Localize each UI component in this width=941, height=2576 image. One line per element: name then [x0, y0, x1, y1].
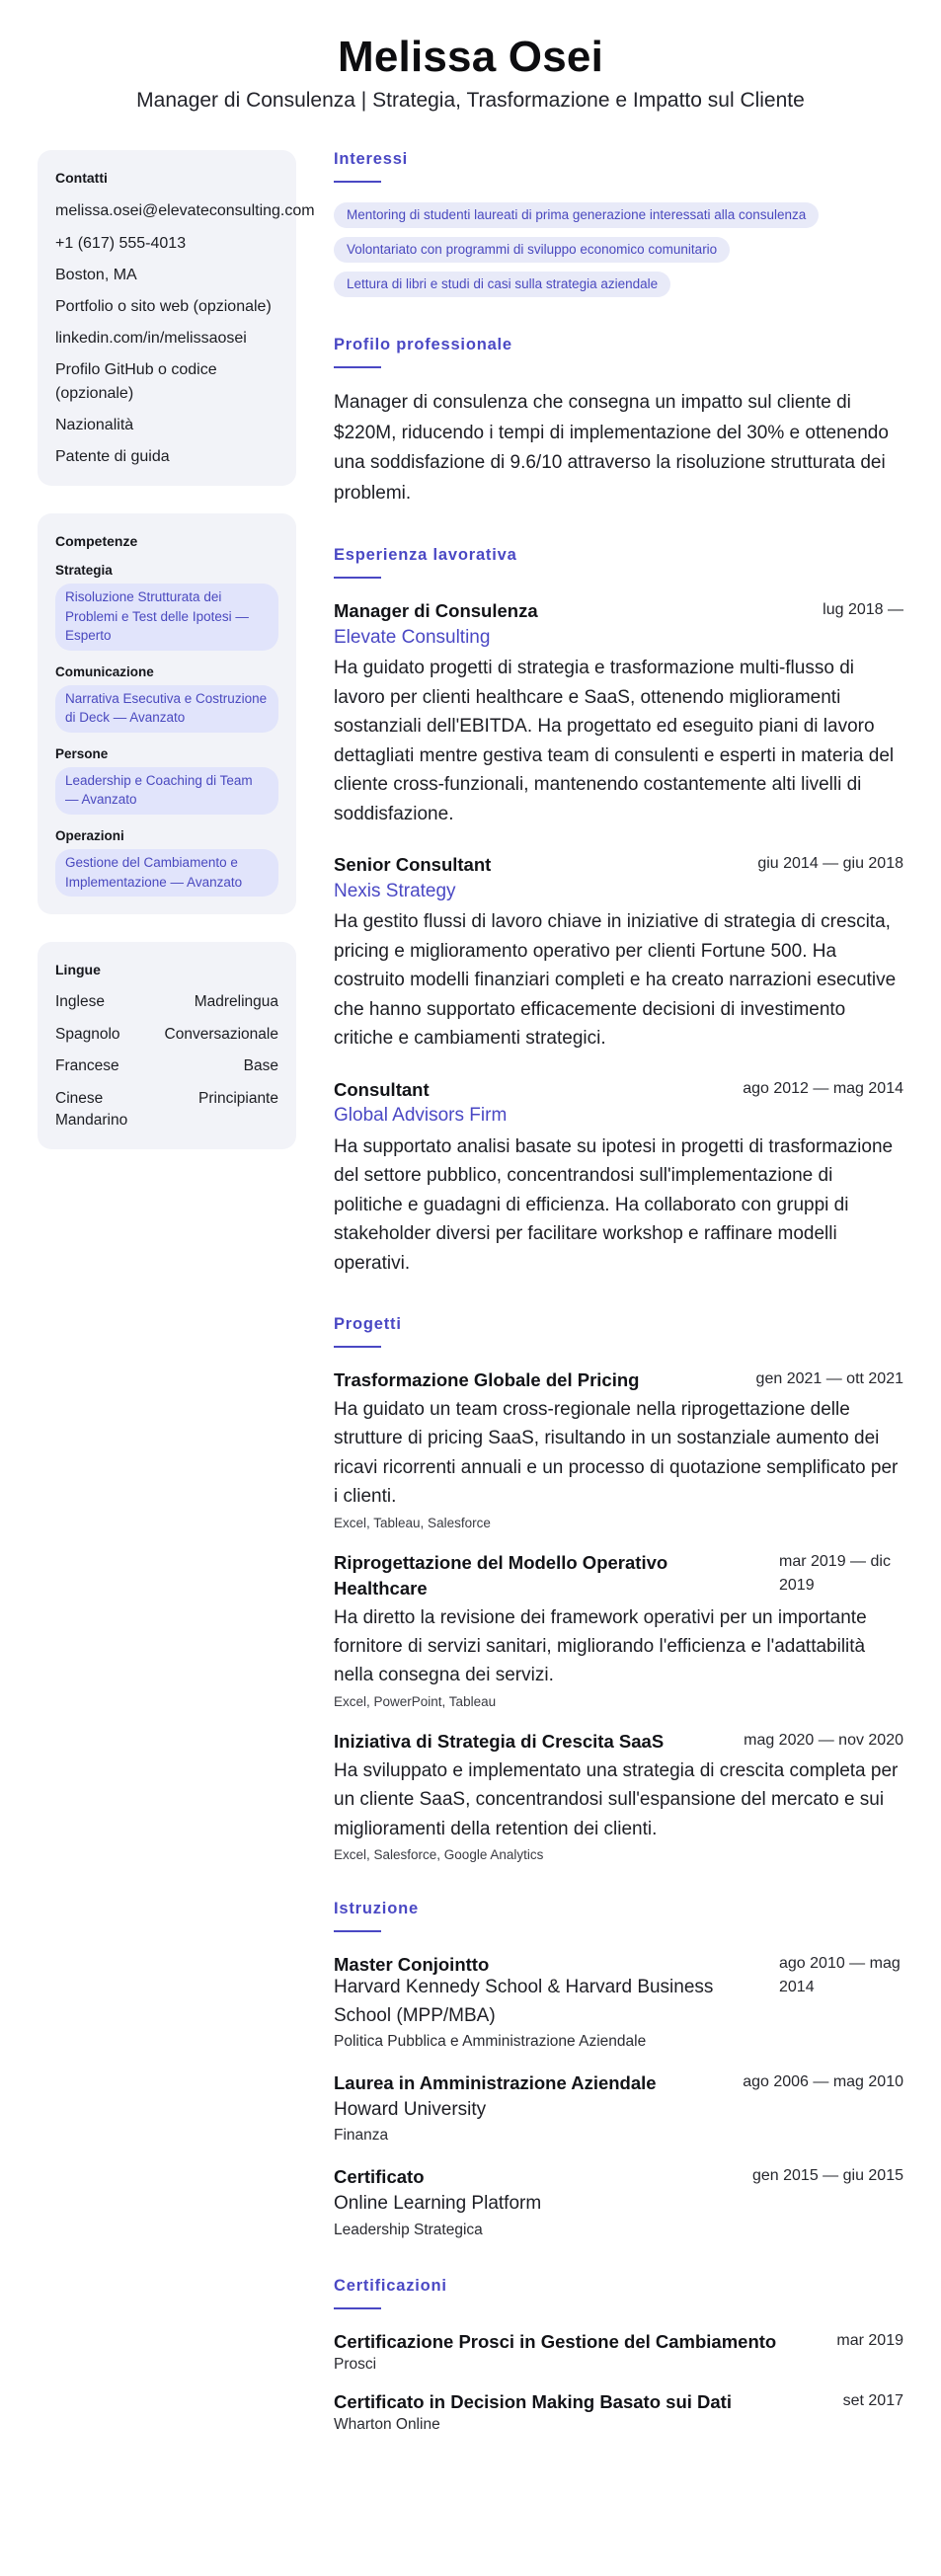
- skill-pill: Gestione del Cambiamento e Implementazione — Avanzato: [55, 849, 278, 897]
- company-name: Elevate Consulting: [334, 626, 491, 648]
- experience-entry: [334, 598, 903, 828]
- section-divider: [334, 577, 381, 579]
- education-dates: gen 2015 — giu 2015: [751, 2167, 903, 2185]
- projects-section: [334, 1315, 903, 1862]
- candidate-tagline: Manager di Consulenza | Strategia, Trasformazione e Impatto sul Cliente: [136, 89, 805, 113]
- contacts-card: [38, 150, 315, 486]
- profile-summary: Manager di consulenza che consegna un impatto sul cliente di $220M, riducendo i tempi di implementazione del 30% e ottenendo una soddisfazione di 9.6/10 attraverso la risoluzione strutturata dei problemi.: [334, 392, 889, 504]
- education-field: Politica Pubblica e Amministrazione Aziendale: [334, 2033, 647, 2051]
- candidate-name: Melissa Osei: [338, 33, 603, 81]
- section-divider: [334, 1346, 381, 1348]
- project-dates: mar 2019 — dic 2019: [779, 1552, 891, 1594]
- job-dates: ago 2012 — mag 2014: [743, 1079, 903, 1097]
- language-name: Inglese: [55, 993, 105, 1011]
- job-title: Consultant: [334, 1078, 430, 1100]
- section-divider: [334, 181, 381, 183]
- experience-section: [334, 546, 903, 1278]
- certification-name: Certificato in Decision Making Basato sui Dati: [334, 2390, 732, 2412]
- education-field: Leadership Strategica: [334, 2221, 483, 2238]
- language-row: [55, 991, 278, 1013]
- degree-name: Certificato: [334, 2166, 425, 2188]
- skill-group: [55, 828, 278, 897]
- job-description: Ha guidato progetti di strategia e trasformazione multi-flusso di lavoro per clienti healthcare e SaaS, ottenendo miglioramenti sostanziali dell'EBITDA. Ha progettato ed eseguito piani di lavoro dettagliati mentre gestiva team di consulenti e esperti in materia del cliente cross-funzionali, mantenendo costantemente alti livelli di soddisfazione.: [334, 658, 895, 824]
- language-level: Conversazionale: [164, 1025, 278, 1043]
- skills-card: [38, 513, 296, 914]
- job-dates: lug 2018 —: [823, 600, 903, 618]
- job-description: Ha supportato analisi basate su ipotesi in progetti di trasformazione del settore pubblico, concentrandosi sull'implementazione di politiche e guadagni di efficienza. Ha collaborato con gruppi di stakeholder diversi per facilitare workshop e raffinare modelli operativi.: [334, 1135, 894, 1274]
- section-divider: [334, 366, 381, 368]
- language-level: Base: [243, 1057, 278, 1075]
- degree-name: Laurea in Amministrazione Aziendale: [334, 2072, 657, 2094]
- project-tools: Excel, Salesforce, Google Analytics: [334, 1847, 544, 1863]
- certification-name: Certificazione Prosci in Gestione del Cambiamento: [334, 2330, 777, 2352]
- language-name: Spagnolo: [55, 1025, 120, 1043]
- education-entry: [334, 2164, 903, 2238]
- contact-phone[interactable]: +1 (617) 555-4013: [55, 234, 187, 252]
- languages-card: [38, 942, 296, 1149]
- section-title: Certificazioni: [334, 2276, 447, 2295]
- contact-github[interactable]: Profilo GitHub o codice (opzionale): [55, 361, 217, 402]
- job-description: Ha gestito flussi di lavoro chiave in iniziative di strategia di crescita, pricing e miglioramento operativo per clienti Fortune 500. Ha costruito modelli finanziari completi e ha creato narrazioni esecutive che hanno supportato efficacemente decisioni di investimento critiche e cambiamenti strategici.: [334, 911, 897, 1050]
- languages-title: Lingue: [55, 962, 101, 978]
- education-entry: [334, 2070, 903, 2145]
- sidebar: [38, 150, 315, 1177]
- experience-entry: [334, 1077, 903, 1279]
- interest-pill: Volontariato con programmi di sviluppo economico comunitario: [334, 237, 730, 263]
- certifications-section: [334, 2277, 903, 2434]
- interest-pill: Lettura di libri e studi di casi sulla strategia aziendale: [334, 272, 670, 297]
- education-dates: ago 2006 — mag 2010: [743, 2073, 903, 2091]
- resume-header: [38, 34, 903, 113]
- certification-date: mar 2019: [836, 2331, 903, 2349]
- education-section: [334, 1900, 903, 2239]
- project-entry: [334, 1550, 903, 1709]
- project-tools: Excel, Tableau, Salesforce: [334, 1515, 491, 1530]
- school-name: Howard University: [334, 2098, 487, 2120]
- contact-location: Boston, MA: [55, 266, 137, 283]
- contact-linkedin[interactable]: linkedin.com/in/melissaosei: [55, 330, 247, 348]
- project-description: Ha guidato un team cross-regionale nella riprogettazione delle strutture di pricing SaaS, risultando in un sostanziale aumento dei ricavi ricorrenti annuali e un processo di quotazione semplificato per i clienti.: [334, 1399, 899, 1508]
- section-title: Profilo professionale: [334, 336, 512, 354]
- interests-section: [334, 150, 903, 306]
- skill-pill: Leadership e Coaching di Team — Avanzato: [55, 767, 278, 815]
- project-description: Ha diretto la revisione dei framework operativi per un importante fornitore di servizi sanitari, migliorando l'efficienza e l'adattabilità nella consegna dei servizi.: [334, 1606, 867, 1686]
- job-title: Senior Consultant: [334, 853, 492, 875]
- project-entry: [334, 1729, 903, 1862]
- job-dates: giu 2014 — giu 2018: [757, 854, 903, 872]
- skill-group: [55, 746, 278, 815]
- project-description: Ha sviluppato e implementato una strategia di crescita completa per un cliente SaaS, concentrandosi sull'espansione del mercato e sui miglioramenti della retention dei clienti.: [334, 1759, 899, 1839]
- contact-portfolio[interactable]: Portfolio o sito web (opzionale): [55, 297, 272, 315]
- education-entry: [334, 1952, 903, 2051]
- language-name: Cinese Mandarino: [55, 1089, 128, 1130]
- project-tools: Excel, PowerPoint, Tableau: [334, 1693, 497, 1709]
- project-name: Trasformazione Globale del Pricing: [334, 1369, 640, 1391]
- skill-pill: Risoluzione Strutturata dei Problemi e Test delle Ipotesi — Esperto: [55, 584, 278, 651]
- skill-category: Persone: [55, 745, 109, 761]
- section-divider: [334, 1930, 381, 1932]
- project-entry: [334, 1367, 903, 1530]
- language-row: [55, 1055, 278, 1077]
- school-name: Harvard Kennedy School & Harvard Business School (MPP/MBA): [334, 1977, 714, 2026]
- language-level: Madrelingua: [194, 993, 278, 1011]
- job-title: Manager di Consulenza: [334, 599, 538, 621]
- contact-nationality: Nazionalità: [55, 416, 134, 433]
- experience-entry: [334, 852, 903, 1054]
- skill-category: Operazioni: [55, 828, 124, 844]
- section-title: Istruzione: [334, 1900, 419, 1918]
- certification-entry: [334, 2389, 903, 2434]
- certification-issuer: Wharton Online: [334, 2415, 440, 2433]
- language-level: Principiante: [198, 1089, 278, 1107]
- profile-section: [334, 336, 903, 508]
- contact-email[interactable]: melissa.osei@elevateconsulting.com: [55, 202, 315, 220]
- section-divider: [334, 2307, 381, 2309]
- certification-date: set 2017: [842, 2391, 903, 2409]
- interest-pill: Mentoring di studenti laureati di prima generazione interessati alla consulenza: [334, 202, 819, 228]
- certification-issuer: Prosci: [334, 2355, 377, 2373]
- skill-group: [55, 664, 278, 733]
- project-dates: mag 2020 — nov 2020: [744, 1731, 903, 1749]
- section-title: Progetti: [334, 1315, 402, 1334]
- section-title: Esperienza lavorativa: [334, 545, 517, 564]
- project-name: Iniziativa di Strategia di Crescita SaaS: [334, 1730, 665, 1752]
- skill-group: [55, 563, 278, 651]
- skills-title: Competenze: [55, 533, 138, 550]
- language-row: [55, 1088, 278, 1132]
- education-dates: ago 2010 — mag 2014: [779, 1955, 901, 1996]
- company-name: Global Advisors Firm: [334, 1105, 508, 1127]
- project-dates: gen 2021 — ott 2021: [755, 1370, 903, 1388]
- skill-category: Comunicazione: [55, 664, 154, 679]
- company-name: Nexis Strategy: [334, 880, 456, 901]
- degree-name: Master Conjointto: [334, 1954, 490, 1976]
- language-row: [55, 1024, 278, 1046]
- main-content: [334, 150, 903, 2433]
- skill-pill: Narrativa Esecutiva e Costruzione di Deck — Avanzato: [55, 685, 278, 733]
- school-name: Online Learning Platform: [334, 2193, 542, 2215]
- project-name: Riprogettazione del Modello Operativo Healthcare: [334, 1551, 668, 1599]
- contacts-title: Contatti: [55, 170, 108, 187]
- contact-license: Patente di guida: [55, 447, 170, 465]
- section-title: Interessi: [334, 150, 409, 169]
- language-name: Francese: [55, 1057, 119, 1075]
- skill-category: Strategia: [55, 563, 113, 579]
- education-field: Finanza: [334, 2127, 389, 2145]
- certification-entry: [334, 2329, 903, 2374]
